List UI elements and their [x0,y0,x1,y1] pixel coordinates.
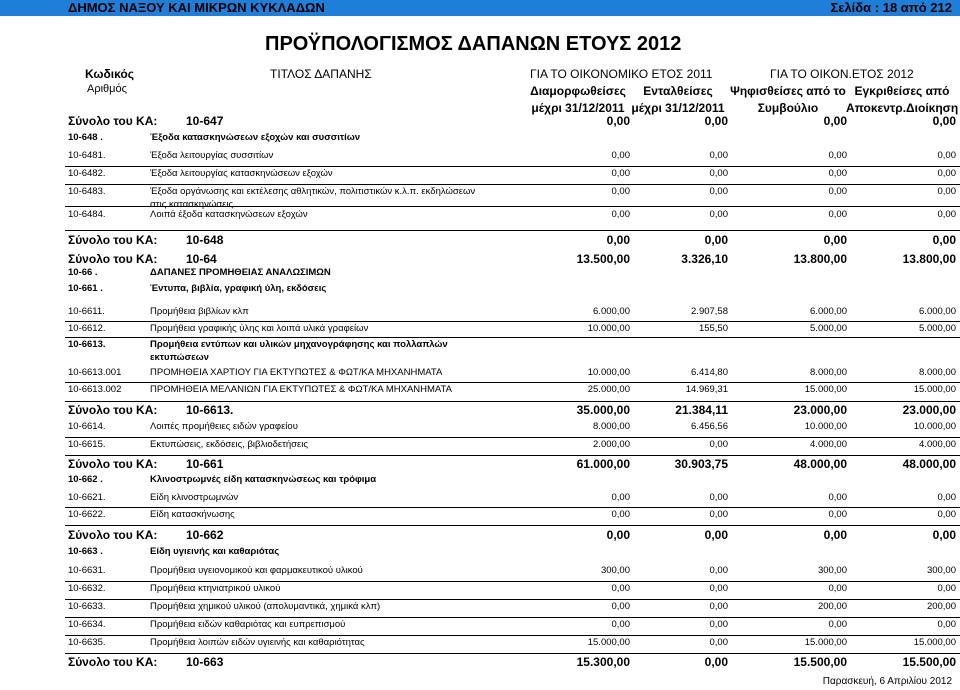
ordered-line-2: μέχρι 31/12/2011 [631,101,725,115]
code-cell: 10-663 [186,655,224,669]
amount-cell: 0,00 [937,209,956,220]
amount-cell: 2.907,58 [691,306,728,317]
title-cell: Είδη κατασκήνωσης [150,509,235,520]
amount-cell: 0,00 [937,583,956,594]
amount-cell: 0,00 [828,583,847,594]
code-cell: 10-6611. [68,306,105,317]
title-cell: Έξοδα λειτουργίας συσσιτίων [150,150,274,161]
row-divider [65,230,960,231]
group-header-2011: ΓΙΑ ΤΟ ΟΙΚΟΝΟΜΙΚΟ ΕΤΟΣ 2011 [530,67,713,81]
code-cell: 10-662 . [68,474,103,485]
title-cell: Προμήθεια ειδών καθαριότας και ευπρεπισμού [150,619,346,630]
amount-cell: 15.500,00 [793,655,847,669]
amount-cell: 0,00 [828,619,847,630]
amount-cell: 6.000,00 [919,306,956,317]
amount-cell: 0,00 [611,168,630,179]
amount-cell: 200,00 [817,601,847,612]
amount-cell: 0,00 [937,509,956,520]
amount-cell: 21.384,11 [675,403,728,417]
amount-cell: 6.000,00 [810,306,847,317]
code-cell: 10-6613.002 [68,384,122,395]
amount-cell: 2.000,00 [593,439,630,450]
row-divider [65,525,960,526]
label-cell: Σύνολο του ΚΑ: [68,655,158,669]
code-cell: 10-6613. [68,339,106,350]
amount-cell: 15.300,00 [576,655,630,669]
amount-cell: 8.000,00 [919,367,956,378]
amount-cell: 0,00 [709,619,728,630]
amount-cell: 0,00 [704,114,728,128]
title-cell: Κλινοστρωμνές είδη κατασκηνώσεως και τρόφιμα [150,474,377,485]
label-cell: Σύνολο του ΚΑ: [68,403,158,417]
footer-date: Παρασκευή, 6 Απριλίου 2012 [822,676,952,687]
amount-cell: 13.800,00 [902,252,956,266]
column-header-formed [528,83,628,117]
amount-cell: 200,00 [926,601,956,612]
column-header-voted [727,83,849,117]
top-banner [0,0,960,16]
amount-cell: 0,00 [828,168,847,179]
amount-cell: 0,00 [611,619,630,630]
amount-cell: 0,00 [606,114,630,128]
row-divider [65,455,960,456]
amount-cell: 0,00 [611,209,630,220]
code-cell: 10-6612. [68,323,106,334]
amount-cell: 15.000,00 [587,637,630,648]
title-cell: Εκτυπώσεις, εκδόσεις, βιβλιοδετήσεις [150,439,308,450]
amount-cell: 0,00 [709,492,728,503]
amount-cell: 0,00 [709,168,728,179]
amount-cell: 10.000,00 [913,421,956,432]
column-header-approved [846,83,958,117]
amount-cell: 4.000,00 [919,439,956,450]
row-divider [65,617,960,618]
amount-cell: 0,00 [611,186,630,197]
amount-cell: 0,00 [709,565,728,576]
amount-cell: 0,00 [709,601,728,612]
amount-cell: 0,00 [828,509,847,520]
title-cell: ΔΑΠΑΝΕΣ ΠΡΟΜΗΘΕΙΑΣ ΑΝΑΛΩΣΙΜΩΝ [150,267,331,278]
label-cell: Σύνολο του ΚΑ: [68,457,158,471]
column-header-number: Αριθμός [87,83,127,95]
amount-cell: 4.000,00 [810,439,847,450]
formed-line-2: μέχρι 31/12/2011 [531,101,625,115]
amount-cell: 0,00 [828,150,847,161]
amount-cell: 15.000,00 [804,637,847,648]
code-cell: 10-66 . [68,267,98,278]
code-cell: 10-6481. [68,150,106,161]
group-header-2012: ΓΙΑ ΤΟ ΟΙΚΟΝ.ΕΤΟΣ 2012 [770,67,914,81]
label-cell: Σύνολο του ΚΑ: [68,233,158,247]
amount-cell: 0,00 [828,492,847,503]
amount-cell: 15.000,00 [804,384,847,395]
amount-cell: 0,00 [932,233,956,247]
amount-cell: 155,50 [698,323,728,334]
amount-cell: 5.000,00 [919,323,956,334]
code-cell: 10-6615. [68,439,106,450]
amount-cell: 0,00 [709,439,728,450]
amount-cell: 23.000,00 [793,403,847,417]
row-divider [65,653,960,654]
amount-cell: 0,00 [937,168,956,179]
column-header-code: Κωδικός [85,67,135,81]
code-cell: 10-662 [186,528,224,542]
amount-cell: 10.000,00 [587,323,630,334]
row-divider [65,382,960,383]
title-cell: Προμήθεια βιβλίων κλπ [150,306,249,317]
amount-cell: 300,00 [600,565,630,576]
row-divider [65,507,960,508]
label-cell: Σύνολο του ΚΑ: [68,114,158,128]
amount-cell: 0,00 [611,150,630,161]
amount-cell: 8.000,00 [810,367,847,378]
code-cell: 10-6613. [186,403,234,417]
code-cell: 10-6613.001 [68,367,122,378]
amount-cell: 13.800,00 [793,252,847,266]
amount-cell: 0,00 [828,186,847,197]
title-cell: ΠΡΟΜΗΘΕΙΑ ΧΑΡΤΙΟΥ ΓΙΑ ΕΚΤΥΠΩΤΕΣ & ΦΩΤ/ΚΑ ΜΗΧΑΝΗΜΑΤΑ [150,367,443,378]
amount-cell: 14.969,31 [685,384,728,395]
amount-cell: 15.500,00 [902,655,956,669]
title-cell: Έξοδα κατασκηνώσεων εξοχών και συσσιτίων [150,132,361,143]
row-divider [65,166,960,167]
title-cell: Προμήθεια υγειονομικού και φαρμακευτικού υλικού [150,565,363,576]
amount-cell: 300,00 [926,565,956,576]
amount-cell: 6.456,56 [691,421,728,432]
title-cell: Έξοδα λειτουργίας κατασκηνώσεων εξοχών [150,168,333,179]
amount-cell: 35.000,00 [576,403,630,417]
title-cell: Λοιπές προμήθειες ειδών γραφείου [150,421,298,432]
code-cell: 10-661 [186,457,224,471]
row-divider [65,337,960,338]
row-divider [65,581,960,582]
amount-cell: 300,00 [817,565,847,576]
title-cell: Είδη κλινοστρωμνών [150,492,239,503]
municipality-name: ΔΗΜΟΣ ΝΑΞΟΥ ΚΑΙ ΜΙΚΡΩΝ ΚΥΚΛΑΔΩΝ [68,0,325,15]
title-cell: εκτυπώσεων [150,352,209,363]
code-cell: 10-647 [186,114,224,128]
row-divider [65,206,960,207]
amount-cell: 0,00 [937,150,956,161]
row-divider [65,599,960,600]
amount-cell: 0,00 [932,528,956,542]
amount-cell: 0,00 [937,619,956,630]
title-cell: Λοιπά έξοδα κατασκηνώσεων εξοχών [150,209,308,220]
amount-cell: 15.000,00 [913,384,956,395]
amount-cell: 0,00 [704,528,728,542]
amount-cell: 0,00 [606,233,630,247]
amount-cell: 15.000,00 [913,637,956,648]
row-divider [65,401,960,402]
amount-cell: 23.000,00 [902,403,956,417]
column-header-title: ΤΙΤΛΟΣ ΔΑΠΑΝΗΣ [270,67,372,81]
ordered-line-1: Ενταλθείσες [643,84,713,98]
label-cell: Σύνολο του ΚΑ: [68,528,158,542]
amount-cell: 0,00 [709,209,728,220]
code-cell: 10-663 . [68,546,103,557]
document-title: ΠΡΟΫΠΟΛΟΓΙΣΜΟΣ ΔΑΠΑΝΩΝ ΕΤΟΥΣ 2012 [265,33,682,55]
row-divider [65,635,960,636]
amount-cell: 0,00 [606,528,630,542]
code-cell: 10-648 [186,233,224,247]
amount-cell: 0,00 [823,233,847,247]
amount-cell: 0,00 [937,492,956,503]
title-cell: ΠΡΟΜΗΘΕΙΑ ΜΕΛΑΝΙΩΝ ΓΙΑ ΕΚΤΥΠΩΤΕΣ & ΦΩΤ/ΚΑ ΜΗΧΑΝΗΜΑΤΑ [150,384,452,395]
amount-cell: 13.500,00 [576,252,630,266]
title-cell: Προμήθεια γραφικής ύλης και λοιπά υλικά γραφείων [150,323,369,334]
title-cell: Προμήθεια εντύπων και υλικών μηχανογράφησης και πολλαπλών [150,339,448,350]
code-cell: 10-6633. [68,601,106,612]
amount-cell: 30.903,75 [674,457,728,471]
row-divider [65,321,960,322]
amount-cell: 25.000,00 [587,384,630,395]
amount-cell: 0,00 [932,114,956,128]
voted-line-1: Ψηφισθείσες από το [730,84,846,98]
page-indicator: Σελίδα : 18 από 212 [830,0,952,15]
row-divider [65,184,960,185]
code-cell: 10-648 . [68,132,103,143]
amount-cell: 0,00 [709,637,728,648]
code-cell: 10-661 . [68,283,103,294]
amount-cell: 0,00 [709,186,728,197]
code-cell: 10-6635. [68,637,106,648]
amount-cell: 0,00 [937,186,956,197]
title-cell: Είδη υγιεινής και καθαριότας [150,546,280,557]
amount-cell: 0,00 [704,233,728,247]
code-cell: 10-6634. [68,619,106,630]
title-cell: Έξοδα οργάνωσης και εκτέλεσης αθλητικών, πολιτιστικών κ.λ.π. εκδηλώσεων [150,186,476,197]
amount-cell: 0,00 [611,492,630,503]
code-cell: 10-64 [186,252,217,266]
amount-cell: 48.000,00 [902,457,956,471]
amount-cell: 0,00 [709,509,728,520]
amount-cell: 10.000,00 [587,367,630,378]
amount-cell: 6.414,80 [691,367,728,378]
code-cell: 10-6622. [68,509,106,520]
title-cell: Προμήθεια κτηνιατρικού υλικού [150,583,281,594]
amount-cell: 61.000,00 [576,457,630,471]
amount-cell: 0,00 [709,583,728,594]
code-cell: 10-6484. [68,209,106,220]
title-cell: Έντυπα, βιβλία, γραφική ύλη, εκδόσεις [150,283,327,294]
row-divider [65,437,960,438]
title-cell: στις κατασκηνώσεις [150,199,234,210]
amount-cell: 6.000,00 [593,306,630,317]
amount-cell: 0,00 [704,655,728,669]
amount-cell: 5.000,00 [810,323,847,334]
amount-cell: 10.000,00 [804,421,847,432]
amount-cell: 0,00 [611,601,630,612]
amount-cell: 0,00 [828,209,847,220]
label-cell: Σύνολο του ΚΑ: [68,252,158,266]
code-cell: 10-6632. [68,583,106,594]
amount-cell: 0,00 [709,150,728,161]
amount-cell: 48.000,00 [793,457,847,471]
code-cell: 10-6631. [68,565,106,576]
approved-line-2: Αποκεντρ.Διοίκηση [846,101,959,115]
title-cell: Προμήθεια χημικού υλικού (απολυμαντικά, χημικά κλπ) [150,601,381,612]
code-cell: 10-6614. [68,421,106,432]
amount-cell: 0,00 [611,509,630,520]
title-cell: Προμήθεια λοιπών ειδών υγιεινής και καθαριότητας [150,637,365,648]
formed-line-1: Διαμορφωθείσες [530,84,626,98]
amount-cell: 3.326,10 [681,252,728,266]
voted-line-2: Συμβούλιο [757,101,819,115]
amount-cell: 8.000,00 [593,421,630,432]
approved-line-1: Εγκριθείσες από [854,84,950,98]
amount-cell: 0,00 [611,583,630,594]
code-cell: 10-6482. [68,168,106,179]
column-header-ordered [628,83,728,117]
amount-cell: 0,00 [823,528,847,542]
amount-cell: 0,00 [823,114,847,128]
code-cell: 10-6483. [68,186,106,197]
code-cell: 10-6621. [68,492,106,503]
